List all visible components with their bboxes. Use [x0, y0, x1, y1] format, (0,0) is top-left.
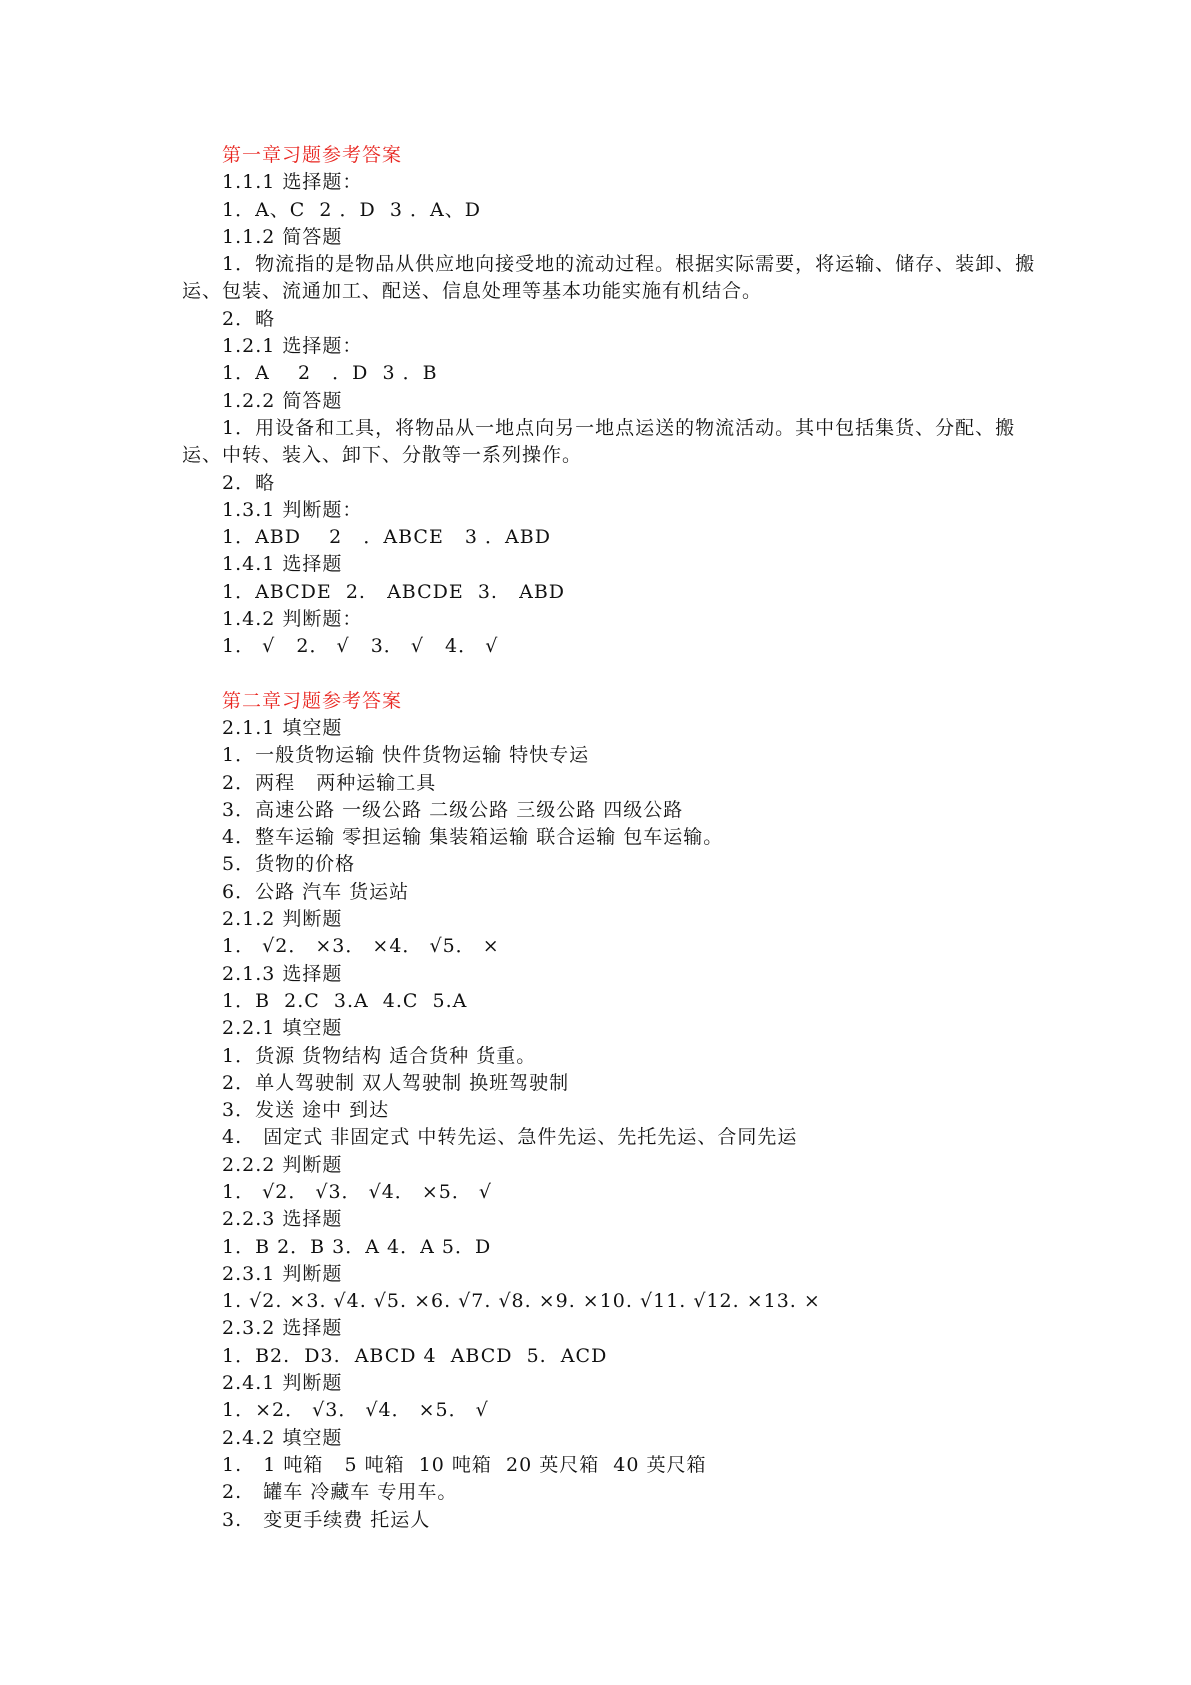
answer-line: 2．单人驾驶制 双人驾驶制 换班驾驶制: [222, 1071, 570, 1094]
answer-line: 1．货源 货物结构 适合货种 货重。: [222, 1044, 537, 1067]
section-title: 2.2.2 判断题: [222, 1153, 343, 1176]
answer-line: 1. 1 吨箱 5 吨箱 10 吨箱 20 英尺箱 40 英尺箱: [222, 1453, 707, 1476]
answer-paragraph: 1．用设备和工具，将物品从一地点向另一地点运送的物流活动。其中包括集货、分配、搬运、中转、装入、卸下、分散等一系列操作。: [182, 416, 1016, 467]
section-title: 2.2.3 选择题: [222, 1208, 343, 1231]
section-title: 1.2.2 简答题: [222, 389, 343, 412]
answer-line: 5．货物的价格: [222, 853, 356, 876]
section-title: 1.3.1 判断题：: [222, 498, 363, 521]
section-title: 2.1.2 判断题: [222, 908, 343, 931]
section-title: 2.4.1 判断题: [222, 1372, 343, 1395]
chapter2-heading: 第二章习题参考答案: [222, 689, 403, 712]
section-title: 1.2.1 选择题：: [222, 335, 363, 358]
section-title: 2.4.2 填空题: [222, 1426, 343, 1449]
answer-line: 1．A、C 2 ．D 3 ．A、D: [222, 198, 481, 221]
answer-line: 4. 固定式 非固定式 中转先运、急件先运、先托先运、合同先运: [222, 1126, 798, 1149]
answer-line: 1． √ 2． √ 3． √ 4． √: [222, 635, 499, 658]
section-title: 1.4.2 判断题：: [222, 608, 363, 631]
answer-line: 2．两程 两种运输工具: [222, 771, 437, 794]
answer-line: 1．ABCDE 2. ABCDE 3. ABD: [222, 580, 566, 603]
section-title: 2.3.2 选择题: [222, 1317, 343, 1340]
chapter-spacer: [182, 661, 1042, 688]
answer-content: [182, 142, 1042, 1534]
section-title: 2.1.1 填空题: [222, 716, 343, 739]
answer-line: 1．ABD 2 ．ABCE 3 ．ABD: [222, 526, 551, 549]
answer-line: 3. 变更手续费 托运人: [222, 1508, 431, 1531]
answer-line: 1. √2. ×3. √4. √5. ×6. √7. √8. ×9. ×10. √11. √12. ×13. ×: [222, 1290, 821, 1313]
answer-line: 6．公路 汽车 货运站: [222, 880, 410, 903]
answer-line: 4．整车运输 零担运输 集装箱运输 联合运输 包车运输。: [222, 826, 724, 849]
answer-line: 1． √2． ×3． ×4． √5． ×: [222, 935, 500, 958]
answer-line: 1．B 2.C 3.A 4.C 5.A: [222, 989, 468, 1012]
answer-line: 3．高速公路 一级公路 二级公路 三级公路 四级公路: [222, 798, 684, 821]
answer-line: 2. 罐车 冷藏车 专用车。: [222, 1481, 458, 1504]
answer-line: 2．略: [222, 471, 276, 494]
answer-line: 3．发送 途中 到达: [222, 1099, 390, 1122]
answer-line: 1．×2． √3． √4． ×5． √: [222, 1399, 489, 1422]
section-title: 2.3.1 判断题: [222, 1262, 343, 1285]
answer-line: 1．一般货物运输 快件货物运输 特快专运: [222, 744, 590, 767]
section-title: 1.1.1 选择题：: [222, 171, 363, 194]
section-title: 1.1.2 简答题: [222, 225, 343, 248]
chapter1-heading: 第一章习题参考答案: [222, 144, 403, 166]
answer-paragraph: 1．物流指的是物品从供应地向接受地的流动过程。根据实际需要，将运输、储存、装卸、搬运、包装、流通加工、配送、信息处理等基本功能实施有机结合。: [182, 253, 1036, 303]
answer-line: 1． √2． √3． √4． ×5． √: [222, 1180, 492, 1203]
section-title: 1.4.1 选择题: [222, 553, 343, 576]
answer-line: 1．B 2．B 3．A 4．A 5．D: [222, 1235, 492, 1258]
answer-line: 1．B2. D3. ABCD 4 ABCD 5. ACD: [222, 1344, 608, 1367]
section-title: 2.2.1 填空题: [222, 1017, 343, 1040]
section-title: 2.1.3 选择题: [222, 962, 343, 985]
answer-line: 1．A 2 ．D 3 ．B: [222, 362, 438, 385]
answer-line: 2．略: [222, 307, 276, 330]
